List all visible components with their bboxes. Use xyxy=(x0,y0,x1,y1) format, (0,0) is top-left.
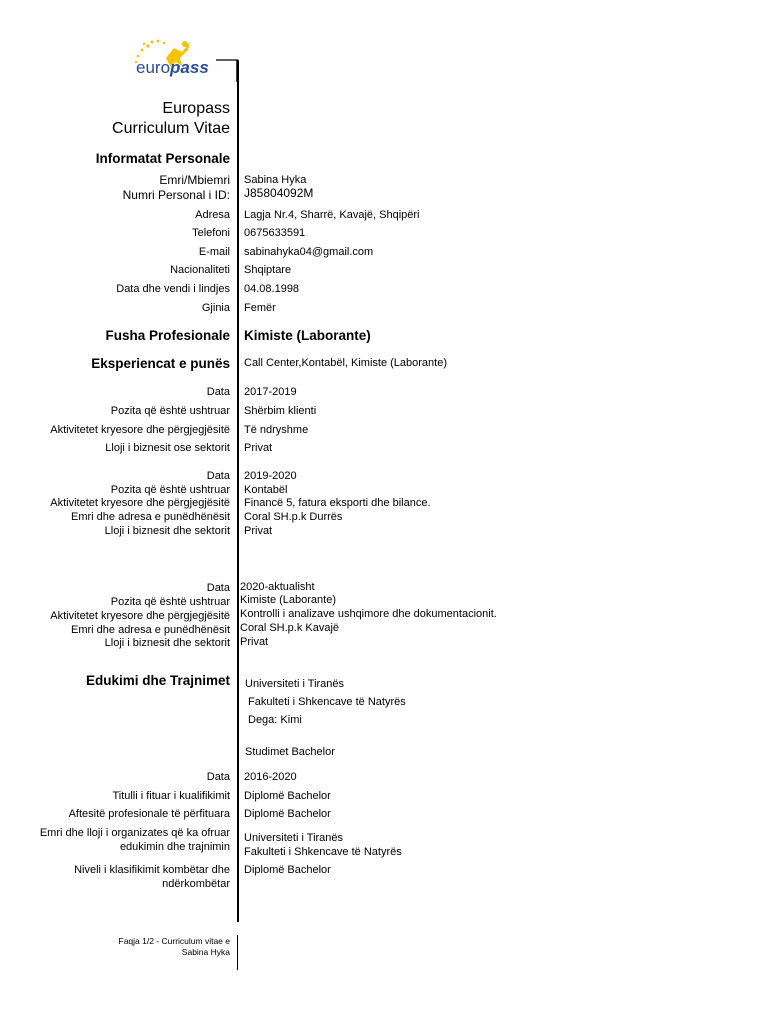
section-title-personal: Informatat Personale xyxy=(95,151,230,166)
label-gender: Gjinia xyxy=(201,302,230,314)
education-university: Universiteti i Tiranës xyxy=(245,678,345,690)
job2-value-activities: Financë 5, fatura eksporti dhe bilance. xyxy=(244,497,431,509)
label-address: Adresa xyxy=(195,209,230,221)
job2-value-date: 2019-2020 xyxy=(244,470,297,482)
label-email: E-mail xyxy=(198,246,230,258)
education-branch: Dega: Kimi xyxy=(248,714,302,726)
value-phone: 0675633591 xyxy=(244,227,306,239)
education-level: Studimet Bachelor xyxy=(245,746,335,758)
section-title-education: Edukimi dhe Trajnimet xyxy=(85,673,230,688)
job2-label-sector: Lloji i biznesit dhe sektorit xyxy=(104,525,230,537)
job2-value-position: Kontabël xyxy=(244,484,288,496)
europass-wordmark: europass xyxy=(136,58,209,77)
section-title-profession: Fusha Profesionale xyxy=(105,328,230,343)
job1-value-position: Shërbim klienti xyxy=(244,405,317,417)
job2-label-activities: Aktivitetet kryesore dhe përgjegjësitë xyxy=(50,497,230,509)
edu-value-skills: Diplomë Bachelor xyxy=(244,808,331,820)
job3-value-employer: Coral SH.p.k Kavajë xyxy=(240,622,340,634)
value-profession: Kimiste (Laborante) xyxy=(244,328,371,343)
value-address: Lagja Nr.4, Sharrë, Kavajë, Shqipëri xyxy=(244,209,420,221)
job3-label-date: Data xyxy=(206,582,230,594)
job2-value-employer: Coral SH.p.k Durrës xyxy=(244,511,343,523)
edu-value-organization-line2: Fakulteti i Shkencave të Natyrës xyxy=(244,846,402,858)
edu-label-organization-line2: edukimin dhe trajnimin xyxy=(119,841,230,853)
value-experience-summary: Call Center,Kontabël, Kimiste (Laborante) xyxy=(244,357,447,369)
job3-value-date: 2020-aktualisht xyxy=(240,581,315,593)
job1-label-sector: Lloji i biznesit ose sektorit xyxy=(105,442,230,454)
job3-label-employer: Emri dhe adresa e punëdhënësit xyxy=(71,624,230,636)
job3-value-sector: Privat xyxy=(240,636,269,648)
edu-label-date: Data xyxy=(206,771,230,783)
section-title-experience: Eksperiencat e punës xyxy=(91,356,230,371)
edu-label-classification-line2: ndërkombëtar xyxy=(162,878,230,890)
job2-label-position: Pozita që është ushtruar xyxy=(110,484,230,496)
edu-value-classification: Diplomë Bachelor xyxy=(244,864,331,876)
vertical-divider xyxy=(237,60,239,922)
job3-label-activities: Aktivitetet kryesore dhe përgjegjësitë xyxy=(50,610,230,622)
job2-label-date: Data xyxy=(206,470,230,482)
vertical-divider-footer xyxy=(237,935,238,970)
value-name: Sabina Hyka xyxy=(244,174,307,186)
job1-label-date: Data xyxy=(206,386,230,398)
edu-label-classification-line1: Niveli i klasifikimit kombëtar dhe xyxy=(74,864,230,876)
label-id: Numri Personal i ID: xyxy=(122,188,230,202)
job1-label-activities: Aktivitetet kryesore dhe përgjegjësitë xyxy=(50,424,230,436)
job3-value-position: Kimiste (Laborante) xyxy=(240,594,336,606)
job2-label-employer: Emri dhe adresa e punëdhënësit xyxy=(71,511,230,523)
footer-line2: Sabina Hyka xyxy=(181,947,230,957)
job3-label-position: Pozita që është ushtruar xyxy=(110,596,230,608)
job1-value-sector: Privat xyxy=(244,442,273,454)
edu-label-skills: Aftesitë profesionale të përfituara xyxy=(68,808,230,820)
edu-label-organization-line1: Emri dhe lloji i organizates që ka ofruar xyxy=(39,827,230,839)
value-gender: Femër xyxy=(244,302,276,314)
edu-value-date: 2016-2020 xyxy=(244,771,297,783)
label-nationality: Nacionaliteti xyxy=(170,264,230,276)
job2-value-sector: Privat xyxy=(244,525,273,537)
footer-line1: Faqja 1/2 - Curriculum vitae e xyxy=(118,936,230,946)
job3-value-activities: Kontrolli i analizave ushqimore dhe dokumentacionit. xyxy=(240,608,497,620)
job3-label-sector: Lloji i biznesit dhe sektorit xyxy=(104,637,230,649)
edu-value-organization-line1: Universiteti i Tiranës xyxy=(244,832,344,844)
job1-value-activities: Të ndryshme xyxy=(244,424,309,436)
education-faculty: Fakulteti i Shkencave të Natyrës xyxy=(248,696,406,708)
edu-label-title: Titulli i fituar i kualifikimit xyxy=(112,790,230,802)
label-name: Emri/Mbiemri xyxy=(159,173,230,187)
value-email: sabinahyka04@gmail.com xyxy=(244,246,374,258)
value-id: J85804092M xyxy=(244,186,314,200)
label-phone: Telefoni xyxy=(192,227,230,239)
cv-title-line2: Curriculum Vitae xyxy=(112,120,230,137)
job1-label-position: Pozita që është ushtruar xyxy=(110,405,230,417)
label-birth: Data dhe vendi i lindjes xyxy=(116,283,230,295)
value-birth: 04.08.1998 xyxy=(244,283,300,295)
cv-title-line1: Europass xyxy=(162,100,230,117)
europass-logo xyxy=(130,36,242,82)
job1-value-date: 2017-2019 xyxy=(244,386,297,398)
value-nationality: Shqiptare xyxy=(244,264,292,276)
edu-value-title: Diplomë Bachelor xyxy=(244,790,331,802)
